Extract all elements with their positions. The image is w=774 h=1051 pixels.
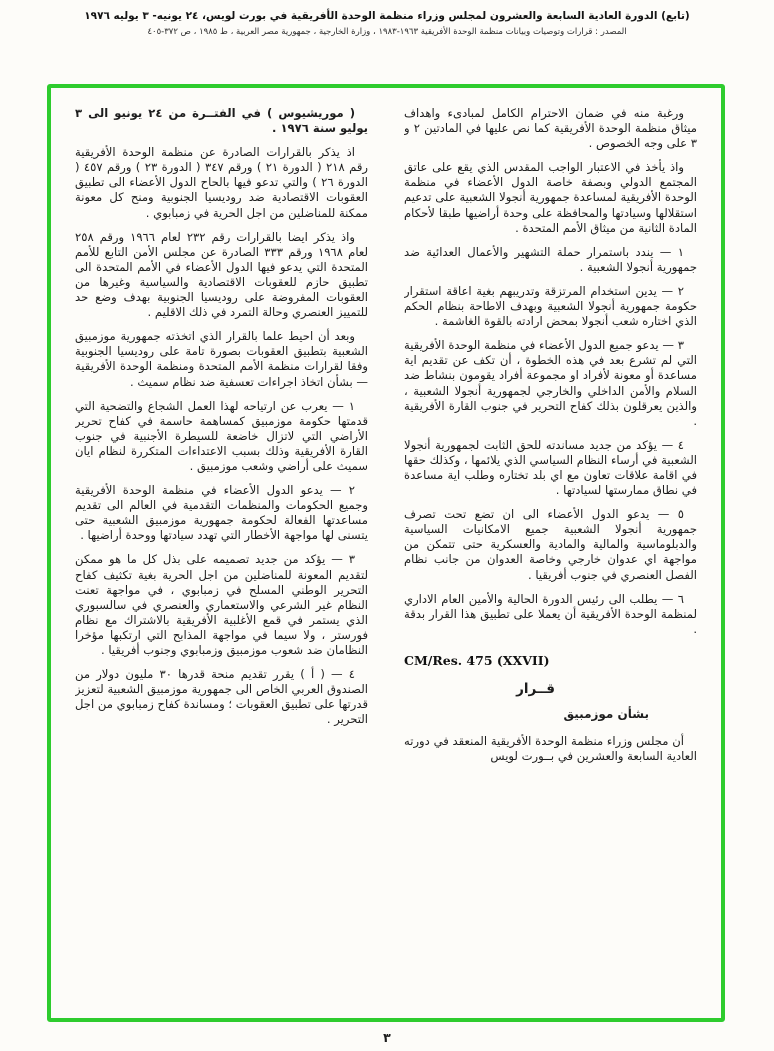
highlight-frame <box>47 84 725 1022</box>
paragraph: ٢ — يدين استخدام المرتزقة وتدريبهم بغية اعاقة استقرار حكومة جمهورية أنجولا الشعبية وبهدف الاطاحة بنظام الحكم الذي اختاره شعب أنجولا بمحض ارادته بالقوة الغاشمة . <box>404 283 697 329</box>
text-columns <box>75 106 697 1004</box>
resolution-code: CM/Res. 475 (XXVII) <box>404 652 550 668</box>
document-header <box>0 0 774 37</box>
paragraph: ٤ — ( أ ) يقرر تقديم منحة قدرها ٣٠ مليون دولار من الصندوق العربي الخاص الى جمهورية موزمبيق الشعبية لتعزيز قدرتها على تطبيق العقوبات ؛ ومساندة كفاح زمبابوي من اجل التحرير . <box>75 667 368 727</box>
paragraph: ٤ — يؤكد من جديد مساندته للحق الثابت لجمهورية أنجولا الشعبية في أرساء النظام السياسي الذي يلائمها ، وكذلك حقها في اقامة علاقات تعاون مع اي بلد تختاره وطلب اية مساعدة في نطاق ممارستها لسيادتها . <box>404 437 697 498</box>
header-session-title: (تابع) الدورة العادية السابعة والعشرون لمجلس وزراء منظمة الوحدة الأفريقية في بورت لويس، ٢٤ يونيه- ٣ يوليه ١٩٧٦ <box>84 10 690 22</box>
header-source-citation: المصدر : قرارات وتوصيات وبيانات منظمة الوحدة الأفريقية ١٩٦٣-١٩٨٣ ، وزارة الخارجية ، جمهورية مصر العربية ، ط ١٩٨٥ ، ص ٣٧٢-٤٠٥ <box>147 27 627 37</box>
paragraph: اذ يذكر بالقرارات الصادرة عن منظمة الوحدة الأفريقية رقم ٢١٨ ( الدورة ٢١ ) ورقم ٣٤٧ ( الدورة ٢٣ ) ورقم ٤٥٧ ( الدورة ٢٦ ) والتي تدعو فيها بالحاح الدول الأعضاء الى تطبيق العقوبات الاقتصادية ضد روديسيا الجنوبية ومنح كل معونة ممكنة للمناضلين من اجل الحرية في زمبابوي . <box>75 145 368 220</box>
paragraph: ١ — يعرب عن ارتياحه لهذا العمل الشجاع والتضحية التي قدمتها حكومة موزمبيق كمساهمة حاسمة في كفاح تحرير الأراضي التي لاتزال خاضعة للسيطرة الأجنبية في جنوب القارة الأفريقية وذلك بسبب الاعتداءات المتكررة لنظام ايان سميث على أراضي وشعب موزمبيق . <box>75 398 368 473</box>
paragraph: ٦ — يطلب الى رئيس الدورة الحالية والأمين العام الاداري لمنظمة الوحدة الأفريقية أن يعملا على تطبيق هذا القرار بدقة . <box>404 591 697 636</box>
paragraph: واذ يذكر ايضا بالقرارات رقم ٢٣٢ لعام ١٩٦٦ ورقم ٢٥٨ لعام ١٩٦٨ ورقم ٣٣٣ الصادرة عن مجلس الأمن التابع للأمم المتحدة التي يدعو فيها الدول الأعضاء في الأمم المتحدة الى تطبيق حازم للعقوبات الاقتصادية والسياسية وغيرها من العقوبات المفروضة على روديسيا الجنوبية بهدف وضع حد للتمييز العنصري وحالة التمرد في ذلك الاقليم . <box>75 229 368 320</box>
column-right <box>404 106 697 1004</box>
paragraph: ٢ — يدعو الدول الأعضاء في منظمة الوحدة الأفريقية وجميع الحكومات والمنظمات التقدمية في العالم الى تقديم مساعدتها الفعالة لحكومة جمهورية موزمبيق الشعبية حتى يتسنى لها مواجهة الأخطار التي تهدد سيادتها ووحدة أراضيها . <box>75 483 368 543</box>
paragraph: ٥ — يدعو الدول الأعضاء الى ان تضع تحت تصرف جمهورية أنجولا الشعبية جميع الامكانيات السياسية والدبلوماسية والمالية والمادية والعسكرية حتى تتمكن من مواجهة اي عدوان خارجي وخاصة العدوان من جانب نظام الفصل العنصري في جنوب أفريقيا . <box>404 507 697 582</box>
paragraph: ٣ — يؤكد من جديد تصميمه على بذل كل ما هو ممكن لتقديم المعونة للمناضلين من اجل الحرية بغية تكثيف كفاح التحرير الوطني المسلح في زمبابوي ، في مواجهة تعنت النظام غير الشرعي والاستعماري والعنصري في سالسبوري الذي يستمر في قمع الأغلبية الأفريقية بالاشتراك مع نظام فورستر ، ولا سيما في مواجهة المذابح التي ارتكبها مؤخرا النظامان ضد شعوب موزمبيق وزمبابوي وجنوب أفريقيا . <box>75 552 368 657</box>
resolution-subtitle: بشأن موزمبيق <box>563 707 649 722</box>
page-number: ٣ <box>383 1030 391 1045</box>
resolution-title: قــرار <box>516 681 555 697</box>
paragraph: واذ يأخذ في الاعتبار الواجب المقدس الذي يقع على عاتق المجتمع الدولي وبصفة خاصة الدول الأعضاء في منظمة الوحدة الأفريقية لمساعدة جمهورية أنجولا الشعبية على تدعيم استقلالها وسيادتها والمحافظة على وحدة أراضيها طبقا لأحكام المادة الثانية من ميثاق الأمم المتحدة . <box>404 160 697 235</box>
paragraph: ٣ — يدعو جميع الدول الأعضاء في منظمة الوحدة الأفريقية التي لم تشرع بعد في هذه الخطوة ، أن تكف عن تقديم اية مساعدة أو معونة لأفراد او مجموعة أفراد يقومون بنشاط ضد السلام والأمن الداخلي والخارجي لجمهورية أنجولا الشعبية ، والذين يعرقلون بذلك كفاح التحرير في جنوب القارة الأفريقية . <box>404 338 697 428</box>
column-left <box>75 106 368 1004</box>
paragraph: ١ — يندد باستمرار حملة التشهير والأعمال العدائية ضد جمهورية أنجولا الشعبية . <box>404 244 697 274</box>
paragraph: ( موريشيوس ) في الفتــرة من ٢٤ يونيو الى ٣ يوليو سنة ١٩٧٦ . <box>75 106 368 136</box>
paragraph: وبعد أن احيط علما بالقرار الذي اتخذته جمهورية موزمبيق الشعبية بتطبيق العقوبات بصورة تامة على روديسيا الجنوبية وفقا لقرارات منظمة الأمم المتحدة ومنظمة الوحدة الأفريقية — بشأن اتخاذ اجراءات تعسفية ضد نظام سميث . <box>75 329 368 389</box>
paragraph: ورغبة منه في ضمان الاحترام الكامل لمبادىء واهداف ميثاق منظمة الوحدة الأفريقية كما نص عليها في المادتين ٢ و ٣ على وجه الخصوص . <box>404 106 697 151</box>
paragraph: أن مجلس وزراء منظمة الوحدة الأفريقية المنعقد في دورته العادية السابعة والعشرين في بــورت لويس <box>404 734 697 764</box>
